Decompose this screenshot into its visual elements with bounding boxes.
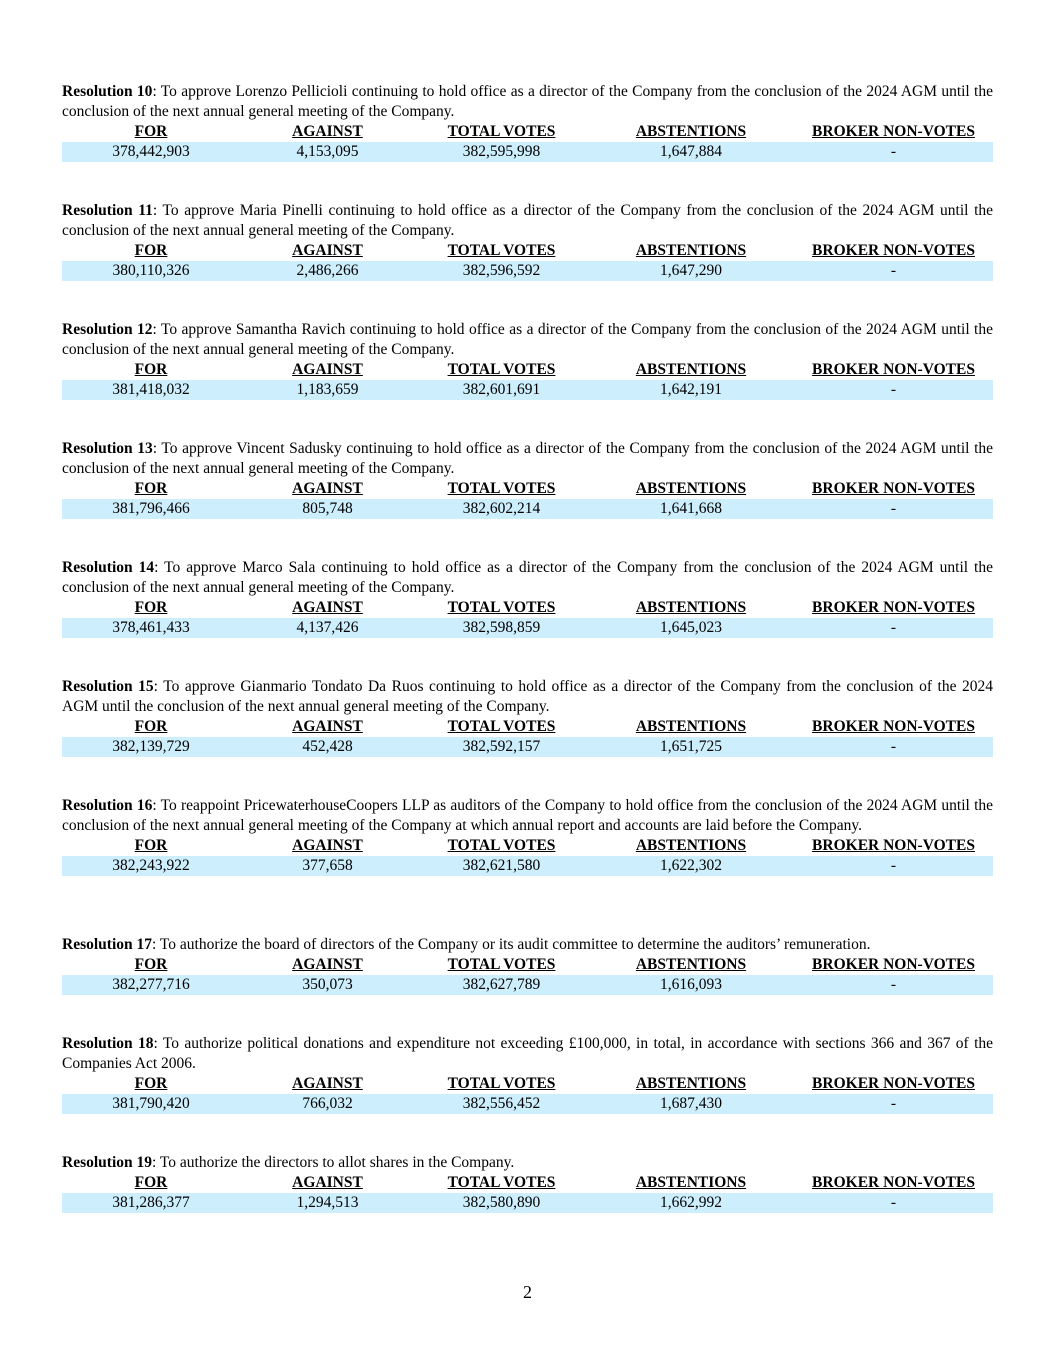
value-total-votes: 382,621,580 — [415, 856, 588, 876]
value-broker-non-votes: - — [794, 1193, 993, 1213]
header-abstentions: ABSTENTIONS — [635, 1174, 747, 1191]
header-total-votes: TOTAL VOTES — [447, 1075, 556, 1092]
resolution-block — [62, 935, 993, 995]
resolution-label: Resolution 12 — [62, 321, 153, 338]
value-for: 381,418,032 — [62, 380, 240, 400]
value-against: 1,294,513 — [240, 1193, 415, 1213]
value-total-votes: 382,598,859 — [415, 618, 588, 638]
resolution-label: Resolution 10 — [62, 83, 153, 100]
vote-values-row — [62, 380, 993, 400]
header-broker-non-votes: BROKER NON-VOTES — [812, 599, 975, 616]
vote-table — [62, 360, 993, 400]
value-against: 2,486,266 — [240, 261, 415, 281]
vote-values-row — [62, 975, 993, 995]
vote-values-row — [62, 142, 993, 162]
header-broker-non-votes: BROKER NON-VOTES — [812, 242, 975, 259]
value-against: 350,073 — [240, 975, 415, 995]
header-against: AGAINST — [292, 956, 363, 973]
vote-table — [62, 598, 993, 638]
vote-table — [62, 479, 993, 519]
value-for: 381,286,377 — [62, 1193, 240, 1213]
header-for: FOR — [134, 718, 168, 735]
resolution-label: Resolution 16 — [62, 797, 153, 814]
header-against: AGAINST — [292, 599, 363, 616]
resolution-description — [62, 677, 993, 717]
value-against: 766,032 — [240, 1094, 415, 1114]
resolution-description — [62, 935, 993, 955]
header-broker-non-votes: BROKER NON-VOTES — [812, 718, 975, 735]
resolution-label: Resolution 17 — [62, 936, 152, 953]
resolution-block — [62, 796, 993, 876]
header-broker-non-votes: BROKER NON-VOTES — [812, 956, 975, 973]
resolution-text: : To approve Samantha Ravich continuing to hold office as a director of the Company from the conclusion of the 2024 AGM until the conclusion of the next annual general meeting of the Company. — [62, 321, 993, 358]
resolution-block — [62, 1153, 993, 1213]
value-broker-non-votes: - — [794, 380, 993, 400]
header-total-votes: TOTAL VOTES — [447, 123, 556, 140]
header-for: FOR — [134, 242, 168, 259]
value-broker-non-votes: - — [794, 142, 993, 162]
header-abstentions: ABSTENTIONS — [635, 480, 747, 497]
header-abstentions: ABSTENTIONS — [635, 718, 747, 735]
resolution-description — [62, 82, 993, 122]
header-abstentions: ABSTENTIONS — [635, 837, 747, 854]
header-abstentions: ABSTENTIONS — [635, 1075, 747, 1092]
vote-table — [62, 1173, 993, 1213]
value-total-votes: 382,596,592 — [415, 261, 588, 281]
value-total-votes: 382,556,452 — [415, 1094, 588, 1114]
header-against: AGAINST — [292, 1075, 363, 1092]
value-total-votes: 382,592,157 — [415, 737, 588, 757]
resolution-block — [62, 558, 993, 638]
value-against: 4,153,095 — [240, 142, 415, 162]
value-against: 805,748 — [240, 499, 415, 519]
vote-table — [62, 836, 993, 876]
header-for: FOR — [134, 1174, 168, 1191]
value-total-votes: 382,580,890 — [415, 1193, 588, 1213]
resolution-block — [62, 320, 993, 400]
resolution-text: : To approve Maria Pinelli continuing to hold office as a director of the Company from the conclusion of the 2024 AGM until the conclusion of the next annual general meeting of the Company. — [62, 202, 993, 239]
resolution-label: Resolution 18 — [62, 1035, 154, 1052]
value-abstentions: 1,647,884 — [588, 142, 794, 162]
vote-header-row — [62, 122, 993, 142]
resolution-description — [62, 439, 993, 479]
resolution-description — [62, 558, 993, 598]
resolution-text: : To authorize the board of directors of the Company or its audit committee to determine the auditors’ remuneration. — [152, 936, 871, 953]
value-for: 380,110,326 — [62, 261, 240, 281]
resolution-description — [62, 320, 993, 360]
header-broker-non-votes: BROKER NON-VOTES — [812, 361, 975, 378]
header-abstentions: ABSTENTIONS — [635, 361, 747, 378]
resolution-text: : To approve Marco Sala continuing to hold office as a director of the Company from the conclusion of the 2024 AGM until the conclusion of the next annual general meeting of the Company. — [62, 559, 993, 596]
resolution-text: : To authorize political donations and expenditure not exceeding £100,000, in total, in accordance with sections 366 and 367 of the Companies Act 2006. — [62, 1035, 994, 1072]
header-abstentions: ABSTENTIONS — [635, 242, 747, 259]
header-total-votes: TOTAL VOTES — [447, 599, 556, 616]
header-against: AGAINST — [292, 837, 363, 854]
value-broker-non-votes: - — [794, 1094, 993, 1114]
vote-table — [62, 122, 993, 162]
value-for: 378,442,903 — [62, 142, 240, 162]
value-abstentions: 1,647,290 — [588, 261, 794, 281]
resolution-block — [62, 439, 993, 519]
resolution-text: : To approve Gianmario Tondato Da Ruos continuing to hold office as a director of the Company from the conclusion of the 2024 AGM until the conclusion of the next annual general meeting of the Company. — [62, 678, 993, 715]
vote-values-row — [62, 618, 993, 638]
value-abstentions: 1,645,023 — [588, 618, 794, 638]
resolution-description — [62, 1034, 993, 1074]
value-abstentions: 1,641,668 — [588, 499, 794, 519]
vote-values-row — [62, 499, 993, 519]
resolution-label: Resolution 14 — [62, 559, 155, 576]
value-abstentions: 1,616,093 — [588, 975, 794, 995]
value-against: 377,658 — [240, 856, 415, 876]
resolution-block — [62, 677, 993, 757]
header-for: FOR — [134, 1075, 168, 1092]
value-for: 381,796,466 — [62, 499, 240, 519]
vote-header-row — [62, 479, 993, 499]
vote-header-row — [62, 1173, 993, 1193]
value-broker-non-votes: - — [794, 618, 993, 638]
header-broker-non-votes: BROKER NON-VOTES — [812, 123, 975, 140]
value-broker-non-votes: - — [794, 856, 993, 876]
header-broker-non-votes: BROKER NON-VOTES — [812, 837, 975, 854]
value-for: 382,277,716 — [62, 975, 240, 995]
header-against: AGAINST — [292, 1174, 363, 1191]
value-broker-non-votes: - — [794, 499, 993, 519]
resolution-label: Resolution 11 — [62, 202, 153, 219]
value-abstentions: 1,622,302 — [588, 856, 794, 876]
header-total-votes: TOTAL VOTES — [447, 242, 556, 259]
value-abstentions: 1,642,191 — [588, 380, 794, 400]
value-against: 452,428 — [240, 737, 415, 757]
page-number: 2 — [523, 1282, 532, 1302]
header-for: FOR — [134, 599, 168, 616]
vote-values-row — [62, 1094, 993, 1114]
header-abstentions: ABSTENTIONS — [635, 123, 747, 140]
header-against: AGAINST — [292, 361, 363, 378]
header-against: AGAINST — [292, 123, 363, 140]
vote-table — [62, 241, 993, 281]
vote-header-row — [62, 955, 993, 975]
header-total-votes: TOTAL VOTES — [447, 718, 556, 735]
header-total-votes: TOTAL VOTES — [447, 956, 556, 973]
vote-header-row — [62, 241, 993, 261]
value-broker-non-votes: - — [794, 261, 993, 281]
header-for: FOR — [134, 956, 168, 973]
resolution-text: : To authorize the directors to allot shares in the Company. — [152, 1154, 515, 1171]
vote-table — [62, 717, 993, 757]
header-against: AGAINST — [292, 242, 363, 259]
header-for: FOR — [134, 837, 168, 854]
resolution-text: : To approve Lorenzo Pellicioli continuing to hold office as a director of the Company from the conclusion of the 2024 AGM until the conclusion of the next annual general meeting of the Company. — [62, 83, 993, 120]
vote-values-row — [62, 1193, 993, 1213]
resolution-text: : To reappoint PricewaterhouseCoopers LLP as auditors of the Company to hold office from the conclusion of the 2024 AGM until the conclusion of the next annual general meeting of the Company at which annual report and accounts are laid before the Company. — [62, 797, 994, 834]
vote-header-row — [62, 598, 993, 618]
vote-header-row — [62, 1074, 993, 1094]
resolution-block — [62, 82, 993, 162]
value-total-votes: 382,601,691 — [415, 380, 588, 400]
header-total-votes: TOTAL VOTES — [447, 1174, 556, 1191]
header-broker-non-votes: BROKER NON-VOTES — [812, 1174, 975, 1191]
value-broker-non-votes: - — [794, 975, 993, 995]
resolution-description — [62, 1153, 993, 1173]
header-broker-non-votes: BROKER NON-VOTES — [812, 480, 975, 497]
resolution-label: Resolution 13 — [62, 440, 153, 457]
value-for: 381,790,420 — [62, 1094, 240, 1114]
resolution-block — [62, 1034, 993, 1114]
value-for: 378,461,433 — [62, 618, 240, 638]
value-for: 382,139,729 — [62, 737, 240, 757]
vote-values-row — [62, 856, 993, 876]
vote-values-row — [62, 261, 993, 281]
value-against: 4,137,426 — [240, 618, 415, 638]
resolution-label: Resolution 19 — [62, 1154, 152, 1171]
vote-header-row — [62, 836, 993, 856]
vote-values-row — [62, 737, 993, 757]
vote-header-row — [62, 360, 993, 380]
resolution-description — [62, 796, 993, 836]
header-total-votes: TOTAL VOTES — [447, 480, 556, 497]
header-against: AGAINST — [292, 480, 363, 497]
vote-table — [62, 1074, 993, 1114]
header-against: AGAINST — [292, 718, 363, 735]
resolution-block — [62, 201, 993, 281]
header-for: FOR — [134, 123, 168, 140]
value-for: 382,243,922 — [62, 856, 240, 876]
value-abstentions: 1,687,430 — [588, 1094, 794, 1114]
value-total-votes: 382,602,214 — [415, 499, 588, 519]
resolution-description — [62, 201, 993, 241]
value-abstentions: 1,662,992 — [588, 1193, 794, 1213]
vote-header-row — [62, 717, 993, 737]
value-against: 1,183,659 — [240, 380, 415, 400]
value-total-votes: 382,627,789 — [415, 975, 588, 995]
header-total-votes: TOTAL VOTES — [447, 361, 556, 378]
header-for: FOR — [134, 361, 168, 378]
resolution-label: Resolution 15 — [62, 678, 154, 695]
vote-table — [62, 955, 993, 995]
header-total-votes: TOTAL VOTES — [447, 837, 556, 854]
header-abstentions: ABSTENTIONS — [635, 956, 747, 973]
value-total-votes: 382,595,998 — [415, 142, 588, 162]
header-abstentions: ABSTENTIONS — [635, 599, 747, 616]
header-for: FOR — [134, 480, 168, 497]
header-broker-non-votes: BROKER NON-VOTES — [812, 1075, 975, 1092]
value-abstentions: 1,651,725 — [588, 737, 794, 757]
resolution-text: : To approve Vincent Sadusky continuing to hold office as a director of the Company from the conclusion of the 2024 AGM until the conclusion of the next annual general meeting of the Company. — [62, 440, 994, 477]
value-broker-non-votes: - — [794, 737, 993, 757]
